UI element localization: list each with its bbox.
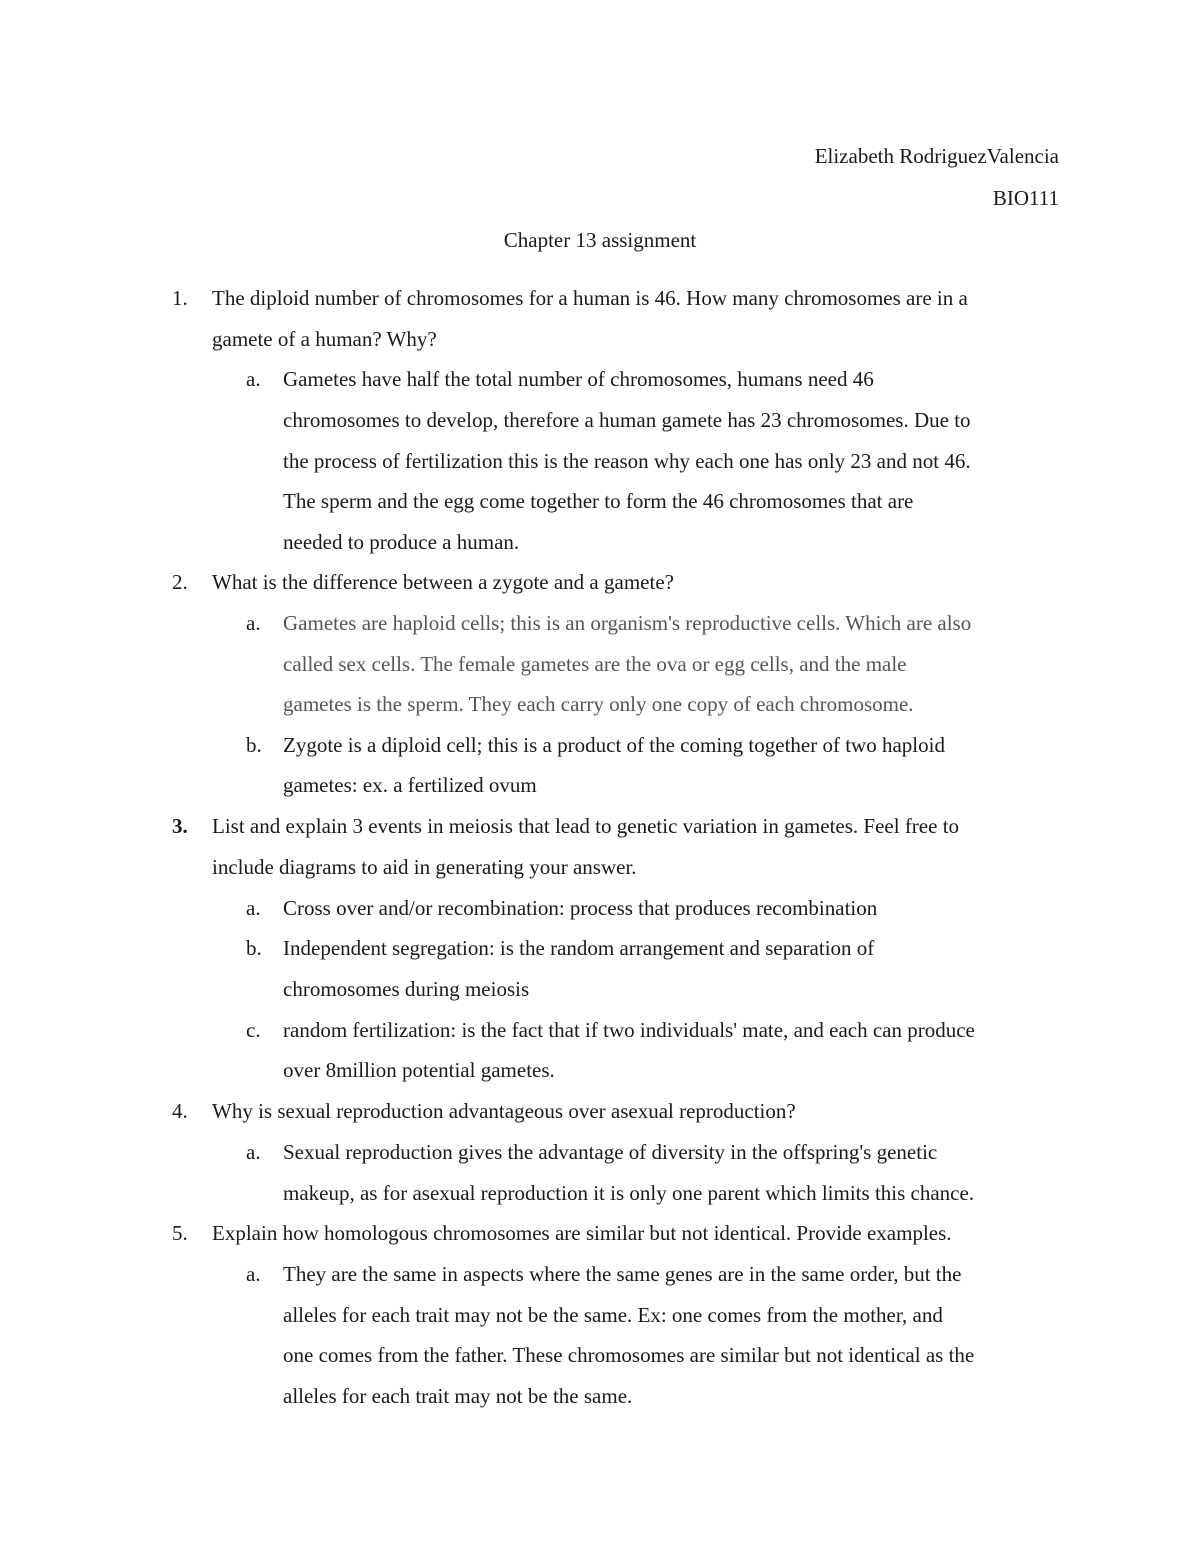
question-number: 1. (172, 286, 188, 310)
course-code: BIO111 (992, 186, 1059, 210)
answer-text-line: The sperm and the egg come together to form the 46 chromosomes that are (283, 489, 914, 513)
answer-text-line: the process of fertilization this is the reason why each one has only 23 and not 46. (283, 449, 971, 473)
question-text-line: include diagrams to aid in generating your answer. (212, 855, 637, 879)
answer-letter: b. (246, 733, 262, 757)
assignment-title: Chapter 13 assignment (503, 228, 697, 252)
answer-text-line: They are the same in aspects where the same genes are in the same order, but the (283, 1262, 962, 1286)
answer-text-line: Sexual reproduction gives the advantage of diversity in the offspring's genetic (283, 1140, 938, 1164)
answer-text-line: alleles for each trait may not be the same. Ex: one comes from the mother, and (283, 1303, 943, 1327)
answer-letter: c. (246, 1018, 261, 1042)
question-text-line: Explain how homologous chromosomes are similar but not identical. Provide examples. (212, 1221, 952, 1245)
question-text-line: List and explain 3 events in meiosis that lead to genetic variation in gametes. Feel free to (212, 814, 960, 838)
answer-text-line: needed to produce a human. (283, 530, 520, 554)
question-text-line: Why is sexual reproduction advantageous over asexual reproduction? (212, 1099, 796, 1123)
answer-text-line: Independent segregation: is the random arrangement and separation of (283, 936, 875, 960)
answer-text-line: called sex cells. The female gametes are the ova or egg cells, and the male (283, 652, 907, 676)
answer-text-line: chromosomes to develop, therefore a human gamete has 23 chromosomes. Due to (283, 408, 971, 432)
question-text-line: gamete of a human? Why? (212, 327, 437, 351)
answer-text-line: over 8million potential gametes. (283, 1058, 555, 1082)
answer-text-line: random fertilization: is the fact that if two individuals' mate, and each can produce (283, 1018, 975, 1042)
answer-letter: a. (246, 611, 261, 635)
question-number: 4. (172, 1099, 188, 1123)
answer-letter: a. (246, 367, 261, 391)
question-text-line: What is the difference between a zygote and a gamete? (212, 570, 674, 594)
answer-text-line: Gametes have half the total number of chromosomes, humans need 46 (283, 367, 874, 391)
answer-text-line: gametes is the sperm. They each carry only one copy of each chromosome. (283, 692, 914, 716)
answer-text-line: Zygote is a diploid cell; this is a product of the coming together of two haploid (283, 733, 945, 757)
answer-text-line: one comes from the father. These chromosomes are similar but not identical as the (283, 1343, 975, 1367)
answer-letter: a. (246, 1140, 261, 1164)
author-name: Elizabeth RodriguezValencia (814, 144, 1059, 168)
answer-letter: a. (246, 896, 261, 920)
answer-text-line: gametes: ex. a fertilized ovum (283, 773, 537, 797)
question-text-line: The diploid number of chromosomes for a human is 46. How many chromosomes are in a (212, 286, 968, 310)
question-number: 2. (172, 570, 188, 594)
answer-text-line: Gametes are haploid cells; this is an organism's reproductive cells. Which are also (283, 611, 972, 635)
answer-text-line: Cross over and/or recombination: process that produces recombination (283, 896, 878, 920)
answer-text-line: makeup, as for asexual reproduction it is only one parent which limits this chance. (283, 1181, 975, 1205)
answer-text-line: alleles for each trait may not be the same. (283, 1384, 633, 1408)
question-number: 3. (172, 814, 188, 838)
question-number: 5. (172, 1221, 188, 1245)
answer-letter: b. (246, 936, 262, 960)
answer-letter: a. (246, 1262, 261, 1286)
answer-text-line: chromosomes during meiosis (283, 977, 530, 1001)
